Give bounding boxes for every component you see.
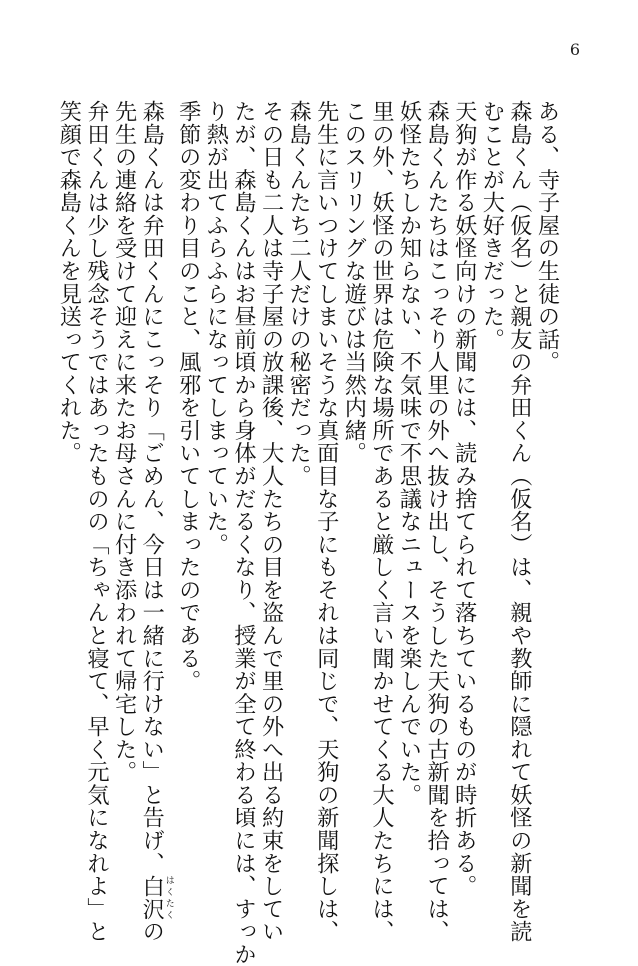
text-line: 森島くんたちはこっそり人里の外へ抜け出し、そうした天狗の古新聞を拾っては、 <box>423 100 450 943</box>
text-line: 先生に言いつけてしまいそうな真面目な子にもそれは同じで、天狗の新聞探しは、 <box>313 100 340 943</box>
ruby-reading: はくたく <box>163 874 174 921</box>
text-line: 弁田くんは少し残念そうではあったものの「ちゃんと寝て、早く元気になれよ」と <box>83 100 110 943</box>
text-line: 妖怪たちしか知らない、不気味で不思議なニュースを楽しんでいた。 <box>396 100 423 807</box>
furigana-ruby <box>138 874 174 921</box>
text-line: このスリリングな遊びは当然内緒。 <box>340 100 367 465</box>
text-line: 里の外、妖怪の世界は危険な場所であると厳しく言い聞かせてくる大人たちには、 <box>368 100 395 943</box>
text-line: 季節の変わり目のこと、風邪を引いてしまったのである。 <box>175 100 202 693</box>
ruby-base: 白沢 <box>138 874 165 921</box>
text-line: 笑顔で森島くんを見送ってくれた。 <box>55 100 82 465</box>
text-line: 先生の連絡を受けて迎えに来たお母さんに付き添われて帰宅した。 <box>111 100 138 784</box>
text-line: むことが大好きだった。 <box>478 100 505 351</box>
text-line: り熱が出てふらふらになってしまっていた。 <box>202 100 229 556</box>
text-line: 天狗が作る妖怪向けの新聞には、読み捨てられて落ちているものが時折ある。 <box>451 100 478 898</box>
text-segment: 森島くんは弁田くんにこっそり「ごめん、今日は一緒に行けない」と告げ、 <box>138 100 165 875</box>
page-number: 6 <box>569 40 581 59</box>
text-line: ある、寺子屋の生徒の話。 <box>534 100 560 374</box>
body-text <box>54 100 560 966</box>
text-line-with-ruby: 森島くんは弁田くんにこっそり「ごめん、今日は一緒に行けない」と告げ、白沢 はくたくの <box>138 100 174 943</box>
text-line: 森島くんたち二人だけの秘密だった。 <box>285 100 312 488</box>
text-line: たが、森島くんはお昼前頃から身体がだるくなり、授業が全て終わる頃には、すっか <box>230 100 257 966</box>
text-line: 森島くん（仮名）と親友の弁田くん（仮名）は、親や教師に隠れて妖怪の新聞を読 <box>506 100 533 943</box>
text-line: その日も二人は寺子屋の放課後、大人たちの目を盗んで里の外へ出る約束をしてい <box>258 100 285 943</box>
